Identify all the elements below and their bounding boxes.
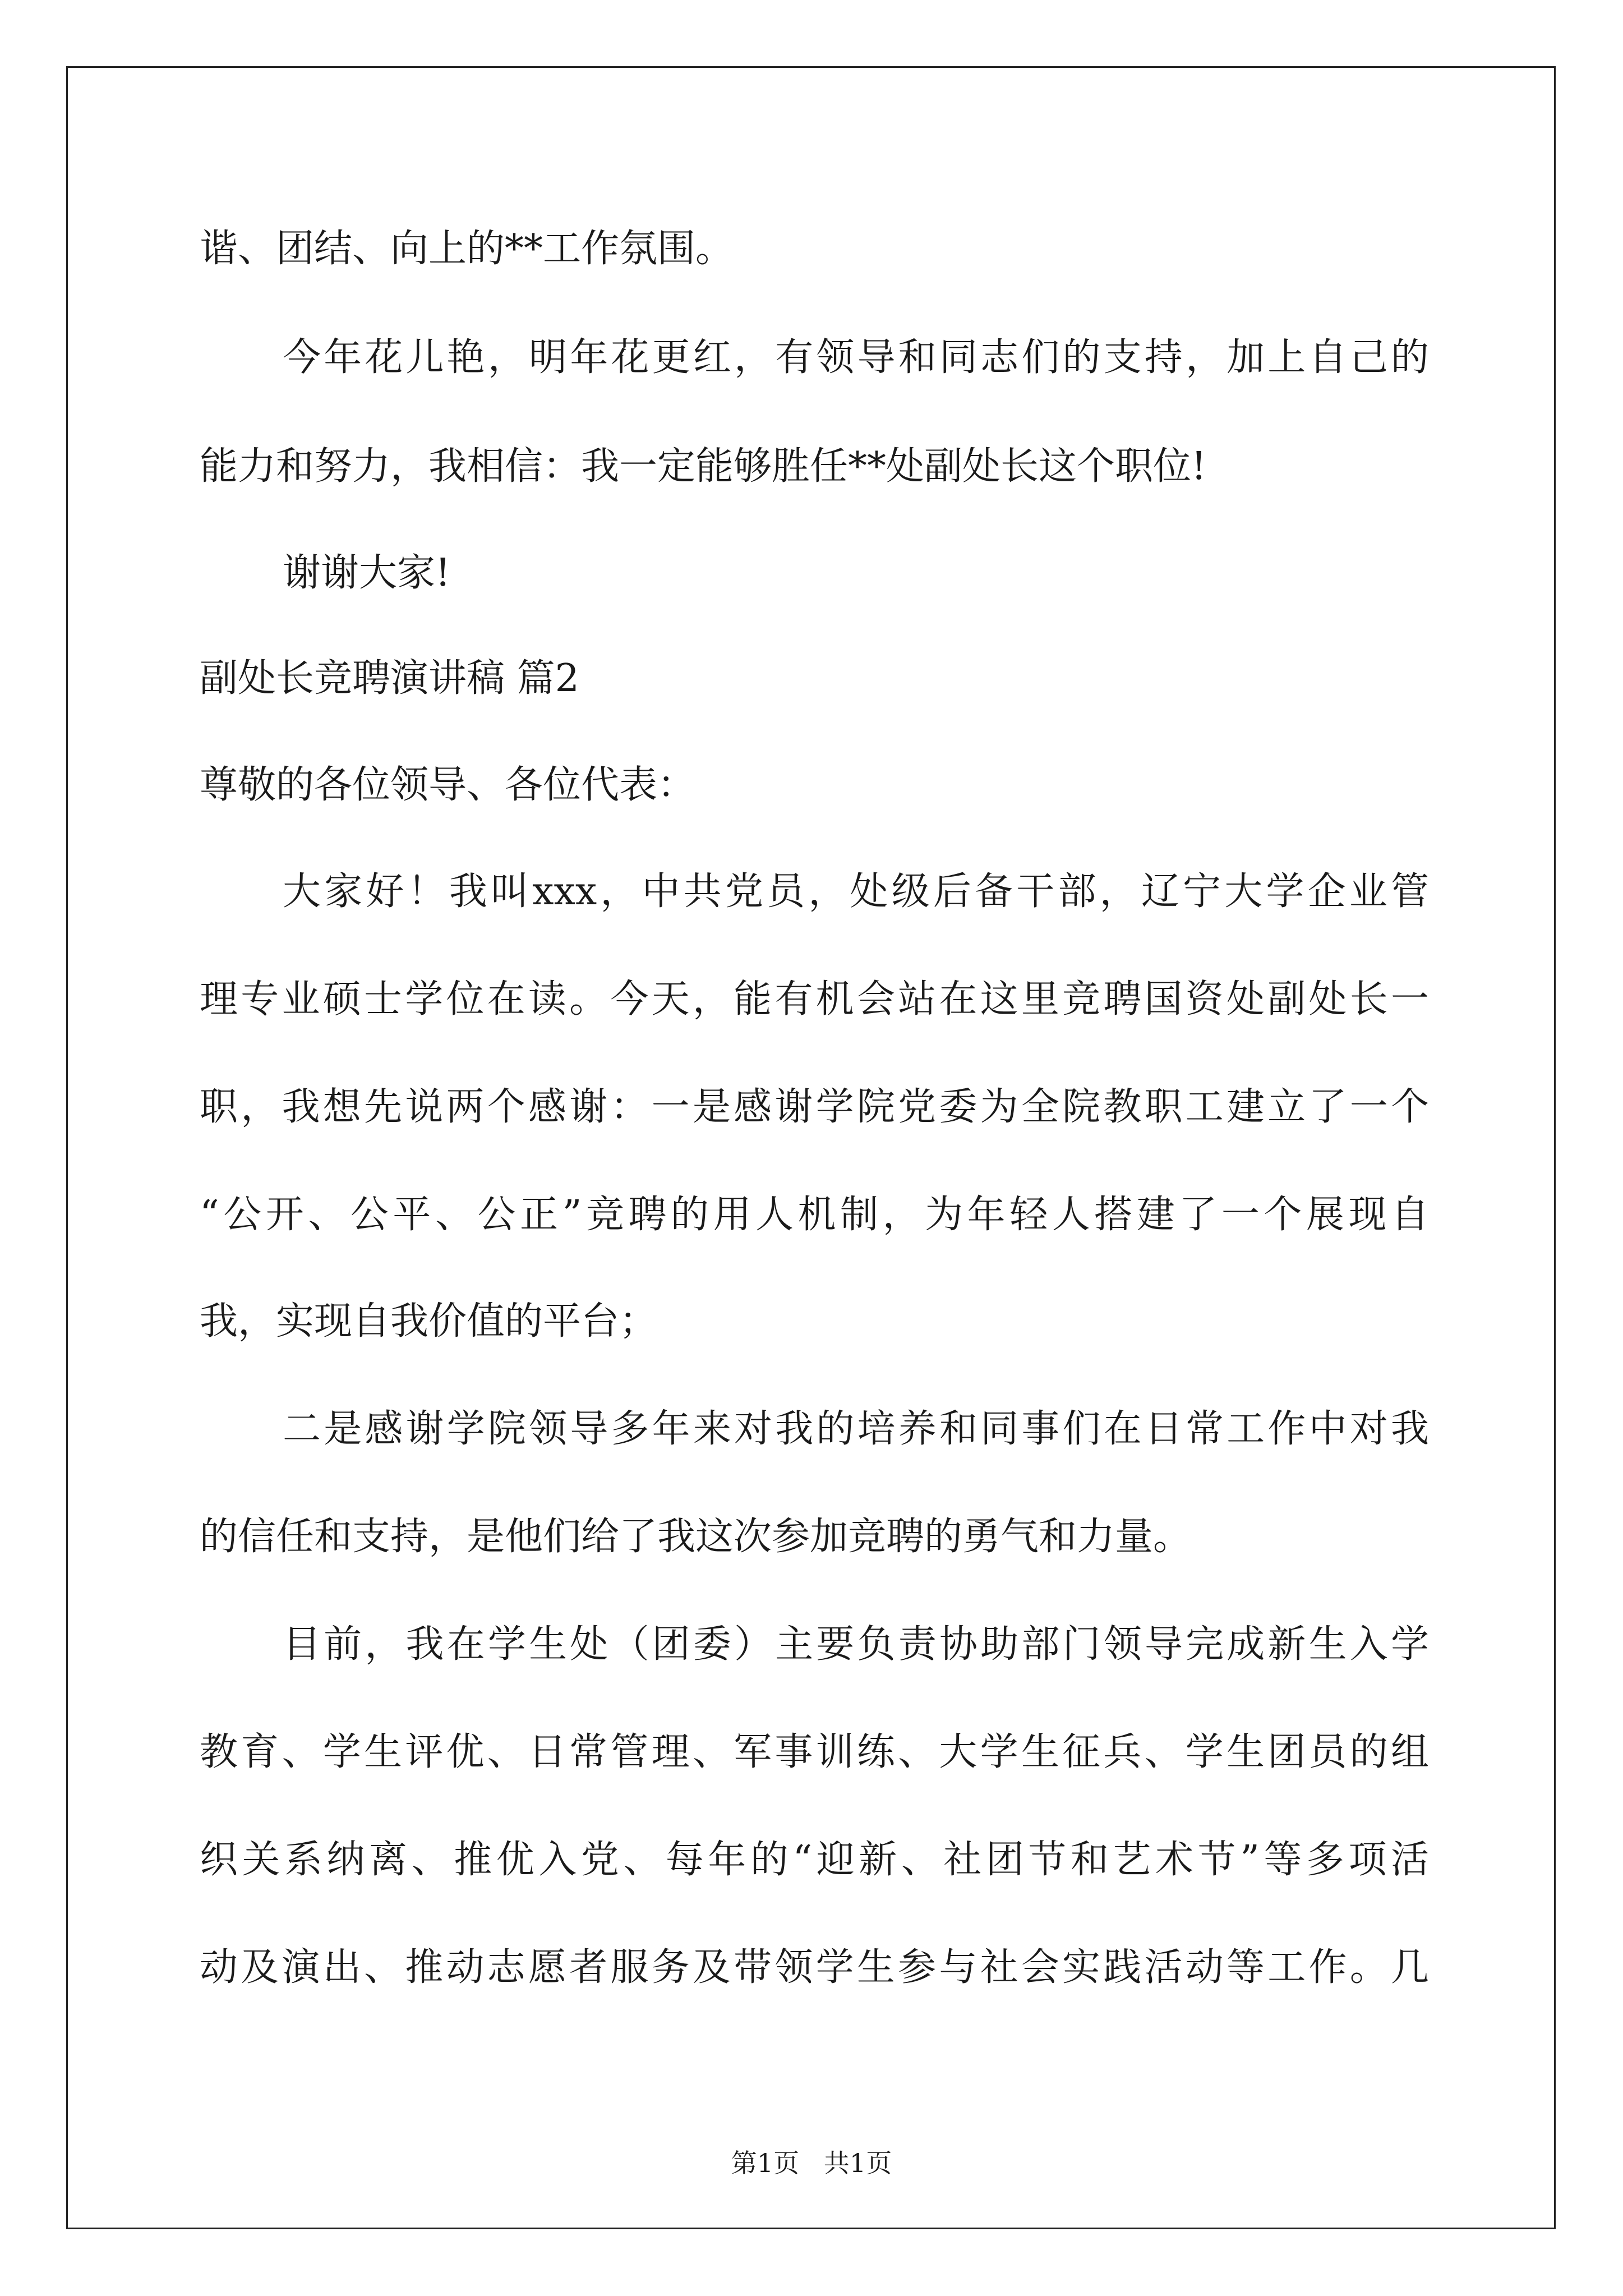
text-line: 大家好！我叫xxx，中共党员，处级后备干部，辽宁大学企业管	[283, 869, 1429, 914]
text-line: 的信任和支持，是他们给了我这次参加竞聘的勇气和力量。	[200, 1515, 1192, 1559]
text-line: 谐、团结、向上的**工作氛围。	[200, 227, 734, 271]
text-line: 动及演出、推动志愿者服务及带领学生参与社会实践活动等工作。几	[200, 1945, 1429, 1990]
text-line: “公开、公平、公正”竞聘的用人机制，为年轻人搭建了一个展现自	[200, 1193, 1429, 1237]
page-border	[66, 66, 1556, 2229]
page-number: 第1页 共1页	[731, 2148, 892, 2178]
section-heading: 副处长竞聘演讲稿 篇2	[200, 656, 579, 701]
text-line: 目前，我在学生处（团委）主要负责协助部门领导完成新生入学	[283, 1622, 1429, 1667]
text-line: 织关系纳离、推优入党、每年的“迎新、社团节和艺术节”等多项活	[200, 1838, 1429, 1882]
text-line: 职，我想先说两个感谢：一是感谢学院党委为全院教职工建立了一个	[200, 1085, 1429, 1129]
text-line: 理专业硕士学位在读。今天，能有机会站在这里竞聘国资处副处长一	[200, 977, 1429, 1022]
text-line: 我，实现自我价值的平台；	[200, 1299, 658, 1343]
text-line: 谢谢大家!	[283, 551, 451, 595]
text-line: 能力和努力，我相信：我一定能够胜任**处副处长这个职位!	[200, 444, 1207, 489]
text-line: 教育、学生评优、日常管理、军事训练、大学生征兵、学生团员的组	[200, 1730, 1429, 1774]
text-line: 今年花儿艳，明年花更红，有领导和同志们的支持，加上自己的	[283, 335, 1429, 380]
text-line: 二是感谢学院领导多年来对我的培养和同事们在日常工作中对我	[283, 1407, 1429, 1451]
salutation: 尊敬的各位领导、各位代表：	[200, 763, 696, 807]
